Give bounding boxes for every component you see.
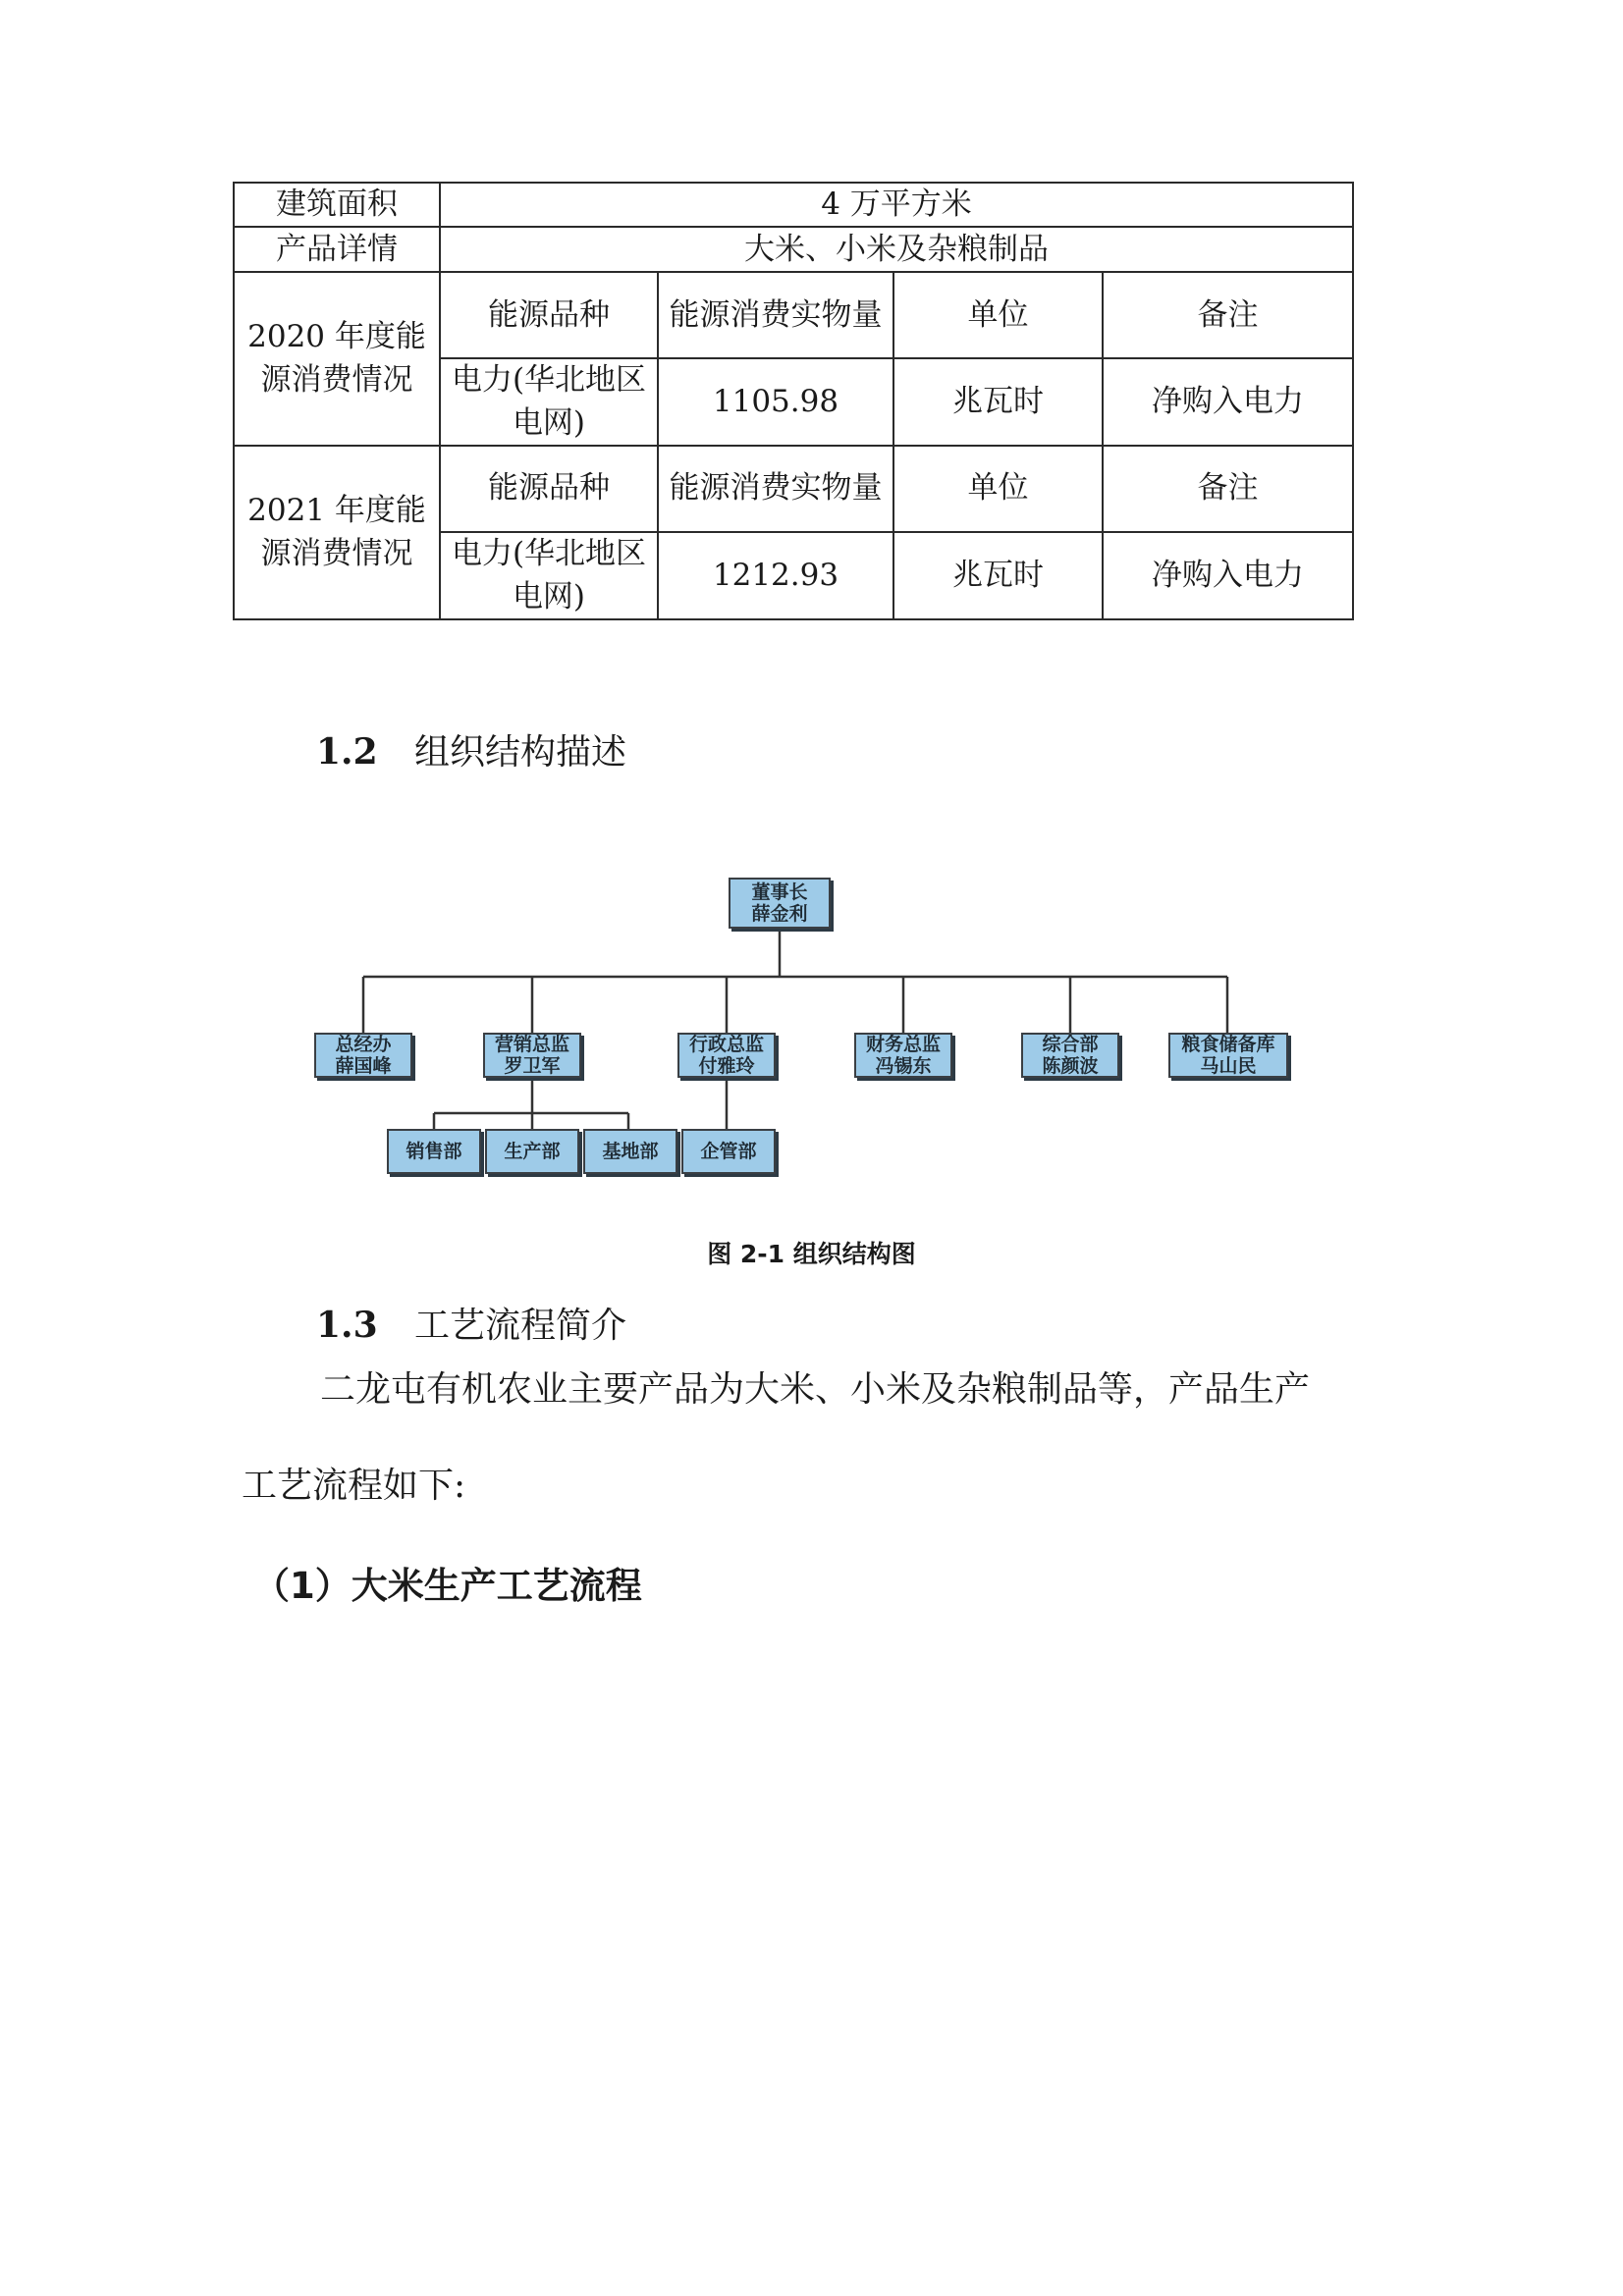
table-row <box>234 227 1353 272</box>
node-name: 薛国峰 <box>335 1055 392 1077</box>
org-node-administration <box>677 1033 776 1078</box>
paragraph-line: 二龙屯有机农业主要产品为大米、小米及杂粮制品等，产品生产 <box>320 1369 1311 1410</box>
org-node-production <box>485 1129 579 1174</box>
org-node-chairman <box>729 878 831 929</box>
header-amount: 能源消费实物量 <box>658 446 893 532</box>
org-node-enterprise-mgmt <box>681 1129 776 1174</box>
node-name: 罗卫军 <box>504 1055 561 1077</box>
energy-note: 净购入电力 <box>1103 532 1353 619</box>
energy-unit: 兆瓦时 <box>893 358 1103 446</box>
year-2020-label: 2020 年度能源消费情况 <box>234 272 440 446</box>
org-chart <box>285 864 1325 1217</box>
energy-note: 净购入电力 <box>1103 358 1353 446</box>
node-name: 冯锡东 <box>875 1055 932 1077</box>
org-node-finance <box>854 1033 952 1078</box>
product-value: 大米、小米及杂粮制品 <box>440 227 1353 272</box>
header-note: 备注 <box>1103 446 1353 532</box>
org-node-sales <box>387 1129 481 1174</box>
paragraph-line: 工艺流程如下: <box>242 1466 466 1506</box>
org-node-general-office <box>314 1033 412 1078</box>
energy-kind: 电力(华北地区电网) <box>440 532 658 619</box>
table-row <box>234 272 1353 358</box>
header-kind: 能源品种 <box>440 446 658 532</box>
energy-amount: 1212.93 <box>658 532 893 619</box>
year-2021-label: 2021 年度能源消费情况 <box>234 446 440 619</box>
energy-kind: 电力(华北地区电网) <box>440 358 658 446</box>
node-title: 董事长 <box>751 881 808 903</box>
header-unit: 单位 <box>893 446 1103 532</box>
node-title: 综合部 <box>1042 1034 1099 1055</box>
org-node-grain-reserve <box>1168 1033 1288 1078</box>
node-title: 营销总监 <box>494 1034 569 1055</box>
node-title: 生产部 <box>504 1141 561 1162</box>
sub-heading: （1）大米生产工艺流程 <box>253 1565 642 1607</box>
table-row <box>234 446 1353 532</box>
header-note: 备注 <box>1103 272 1353 358</box>
node-title: 基地部 <box>602 1141 659 1162</box>
energy-unit: 兆瓦时 <box>893 532 1103 619</box>
section-title: 组织结构描述 <box>414 732 627 773</box>
node-title: 粮食储备库 <box>1181 1034 1275 1055</box>
table-row <box>234 183 1353 227</box>
node-name: 马山民 <box>1200 1055 1257 1077</box>
node-title: 销售部 <box>406 1141 462 1162</box>
org-node-base <box>583 1129 677 1174</box>
node-name: 付雅玲 <box>698 1055 755 1077</box>
section-number: 1.2 <box>316 731 378 773</box>
header-kind: 能源品种 <box>440 272 658 358</box>
node-title: 财务总监 <box>865 1034 941 1055</box>
node-name: 薛金利 <box>751 903 808 925</box>
header-amount: 能源消费实物量 <box>658 272 893 358</box>
header-unit: 单位 <box>893 272 1103 358</box>
section-heading-1-2 <box>316 724 626 774</box>
area-label: 建筑面积 <box>234 183 440 227</box>
node-title: 企管部 <box>700 1141 757 1162</box>
energy-table <box>233 182 1354 620</box>
figure-caption: 图 2-1 组织结构图 <box>707 1240 916 1268</box>
node-title: 总经办 <box>335 1034 392 1055</box>
section-number: 1.3 <box>316 1305 378 1346</box>
area-value: 4 万平方米 <box>440 183 1353 227</box>
org-node-general-affairs <box>1021 1033 1119 1078</box>
section-title: 工艺流程简介 <box>414 1306 627 1346</box>
energy-amount: 1105.98 <box>658 358 893 446</box>
section-heading-1-3 <box>316 1298 626 1348</box>
node-name: 陈颜波 <box>1042 1055 1099 1077</box>
org-node-marketing <box>483 1033 581 1078</box>
node-title: 行政总监 <box>688 1034 764 1055</box>
product-label: 产品详情 <box>234 227 440 272</box>
